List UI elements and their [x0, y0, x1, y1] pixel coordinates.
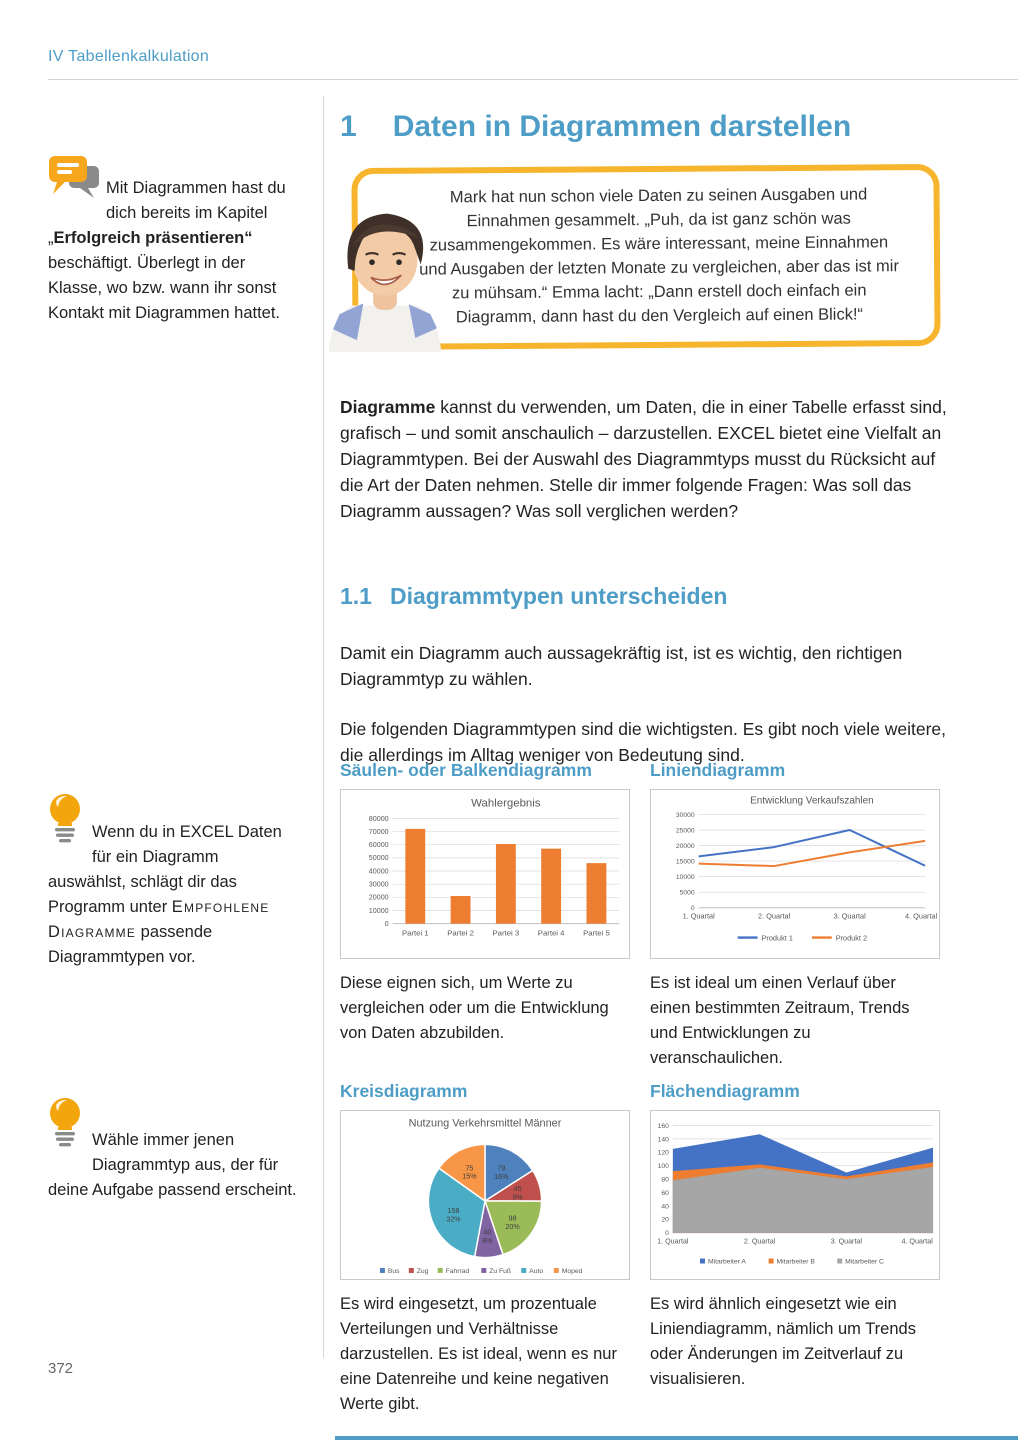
section-text: Diagrammtypen unterscheiden [389, 583, 728, 610]
svg-text:80: 80 [661, 1176, 669, 1184]
svg-text:Partei 3: Partei 3 [492, 928, 520, 938]
chart-heading-pie: Kreisdiagramm [340, 1081, 468, 1101]
svg-text:75: 75 [465, 1164, 474, 1173]
svg-text:Partei 5: Partei 5 [583, 928, 610, 938]
svg-text:40: 40 [661, 1203, 669, 1211]
chart-heading-line: Liniendiagramm [650, 760, 786, 780]
chart-caption-pie: Es wird eingesetzt, um prozentuale Verteilungen und Verhältnisse darzustellen. Es ist ideal, wenn es nur eine Datenreihe und keine negativen Werte gibt. [340, 1295, 617, 1413]
chart-section-pie [340, 1081, 630, 1427]
note-text-post: beschäftigt. Überlegt in der Klasse, wo bzw. wann ihr sonst Kontakt mit Diagrammen hattet. [48, 254, 281, 322]
note-text-post: passende Diagrammtypen vor. [48, 923, 213, 966]
svg-text:60: 60 [661, 1189, 669, 1197]
speech-bubbles-icon [48, 154, 104, 202]
svg-text:158: 158 [447, 1207, 460, 1216]
chart-caption-area: Es wird ähnlich eingesetzt wie ein Liniendiagramm, nämlich um Trends oder Änderungen im Zeitverlauf zu visualisieren. [650, 1295, 916, 1388]
svg-text:20000: 20000 [675, 842, 695, 850]
svg-text:25000: 25000 [675, 827, 695, 835]
svg-text:Partei 1: Partei 1 [401, 928, 429, 938]
svg-text:140: 140 [657, 1136, 669, 1144]
mark-photo [320, 206, 450, 352]
section-heading [340, 583, 727, 610]
chart-caption-bar: Diese eignen sich, um Werte zu vergleichen oder um die Entwicklung von Daten abzubilden. [340, 974, 609, 1042]
note-text-pre: Wenn du in EXCEL Daten für ein Diagramm auswählst, schlägt dir das Programm unter [48, 823, 282, 916]
paragraph-2: Die folgenden Diagrammtypen sind die wichtigsten. Es gibt noch viele weitere, die allerdings im Alltag weniger von Bedeutung sind. [340, 718, 947, 765]
chart-section-area [650, 1081, 940, 1427]
svg-text:45: 45 [513, 1184, 522, 1193]
svg-text:Mitarbeiter B: Mitarbeiter B [776, 1258, 815, 1266]
svg-text:Produkt 2: Produkt 2 [835, 933, 868, 943]
svg-text:Zug: Zug [416, 1267, 429, 1275]
note-text: Wähle immer jenen Diagrammtyp aus, der für deine Aufgabe passend erscheint. [48, 1131, 297, 1199]
svg-text:Partei 2: Partei 2 [447, 928, 474, 938]
page-title-text: Daten in Diagrammen darstellen [392, 110, 852, 144]
sidebar-note-diagramme [48, 176, 298, 326]
svg-text:32%: 32% [446, 1215, 461, 1224]
svg-text:4. Quartal: 4. Quartal [901, 1237, 933, 1246]
bottom-accent-bar [335, 1436, 1018, 1440]
svg-text:10000: 10000 [675, 874, 695, 882]
svg-text:Wahlergebnis: Wahlergebnis [471, 797, 541, 810]
section-number: 1.1 [340, 583, 372, 610]
svg-text:79: 79 [497, 1164, 506, 1173]
page-title-number: 1 [340, 110, 357, 144]
header-rule [48, 79, 1018, 80]
svg-text:Mitarbeiter A: Mitarbeiter A [707, 1258, 746, 1266]
svg-text:30000: 30000 [675, 811, 695, 819]
chapter-header: IV Tabellenkalkulation [48, 48, 210, 65]
svg-text:16%: 16% [494, 1173, 509, 1182]
svg-text:Partei 4: Partei 4 [537, 928, 565, 938]
svg-text:160: 160 [657, 1122, 669, 1130]
bar-chart [340, 789, 630, 959]
svg-text:Fahrrad: Fahrrad [445, 1267, 470, 1275]
area-chart-svg [651, 1111, 939, 1279]
intro-rest: kannst du verwenden, um Daten, die in einer Tabelle erfasst sind, grafisch – und somit anschaulich – darzustellen. EXCEL bietet eine Vielfalt an Diagrammtypen. Bei der Auswahl des Diagrammtyps musst du Rücksicht auf die Art der Daten nehmen. Stelle dir immer folgende Fragen: Was soll das Diagramm aussagen? Was soll verglichen werden? [340, 396, 947, 521]
svg-text:3. Quartal: 3. Quartal [833, 911, 866, 921]
svg-text:2. Quartal: 2. Quartal [758, 911, 791, 921]
svg-text:70000: 70000 [368, 827, 389, 836]
svg-text:30000: 30000 [368, 880, 389, 889]
svg-text:Produkt 1: Produkt 1 [761, 933, 793, 943]
svg-text:40000: 40000 [368, 867, 389, 876]
svg-text:Bus: Bus [387, 1267, 400, 1275]
svg-text:Auto: Auto [529, 1267, 544, 1275]
chart-heading-bar: Säulen- oder Balkendiagramm [340, 760, 592, 780]
svg-text:0: 0 [690, 905, 695, 913]
pie-chart-svg [341, 1111, 629, 1279]
svg-text:Mitarbeiter C: Mitarbeiter C [845, 1258, 884, 1266]
chart-section-bar [340, 760, 630, 1081]
svg-text:98: 98 [508, 1214, 517, 1223]
svg-text:Entwicklung Verkaufszahlen: Entwicklung Verkaufszahlen [750, 795, 874, 807]
svg-text:Zu Fuß: Zu Fuß [489, 1267, 512, 1275]
svg-text:5000: 5000 [679, 889, 695, 897]
svg-text:4. Quartal: 4. Quartal [905, 911, 938, 921]
svg-text:0: 0 [665, 1230, 669, 1238]
svg-text:10000: 10000 [368, 906, 389, 915]
svg-text:Moped: Moped [561, 1267, 583, 1275]
svg-text:60000: 60000 [368, 841, 389, 850]
bar-chart-svg [341, 790, 629, 958]
sidebar-note-empfohlene-diagramme [48, 820, 298, 970]
lightbulb-icon [48, 1096, 88, 1154]
svg-text:9%: 9% [512, 1193, 523, 1202]
svg-text:20: 20 [661, 1216, 669, 1224]
chart-heading-area: Flächendiagramm [650, 1081, 800, 1101]
lightbulb-icon [48, 792, 88, 850]
svg-text:40: 40 [483, 1228, 492, 1237]
line-chart-svg [651, 790, 939, 958]
sidebar-note-diagrammtyp [48, 1128, 298, 1203]
svg-text:3. Quartal: 3. Quartal [830, 1237, 862, 1246]
svg-text:0: 0 [384, 920, 389, 929]
charts-grid [340, 760, 940, 1427]
area-chart [650, 1110, 940, 1280]
svg-text:80000: 80000 [368, 814, 389, 823]
svg-text:1. Quartal: 1. Quartal [682, 911, 715, 921]
note-text-bold: Erfolgreich präsentieren“ [53, 229, 253, 247]
note-text-pre: Mit Diagrammen hast du dich bereits im Kapitel „ [48, 179, 286, 247]
svg-text:1. Quartal: 1. Quartal [657, 1237, 689, 1246]
svg-text:20000: 20000 [368, 893, 389, 902]
intro-bold: Diagramme [340, 396, 436, 417]
pie-chart [340, 1110, 630, 1280]
svg-text:15000: 15000 [675, 858, 695, 866]
chart-section-line [650, 760, 940, 1081]
note-text-smallcaps: Empfohlene Diagramme [48, 898, 270, 941]
svg-text:50000: 50000 [368, 854, 389, 863]
line-chart [650, 789, 940, 959]
chart-caption-line: Es ist ideal um einen Verlauf über einen bestimmten Zeitraum, Trends und Entwicklungen zu veranschaulichen. [650, 974, 910, 1067]
page-title [340, 110, 980, 144]
svg-text:120: 120 [657, 1149, 669, 1157]
svg-text:Nutzung Verkehrsmittel Männer: Nutzung Verkehrsmittel Männer [408, 1117, 562, 1130]
svg-text:15%: 15% [462, 1172, 477, 1181]
svg-text:2. Quartal: 2. Quartal [743, 1237, 776, 1246]
speech-bubble-text: Mark hat nun schon viele Daten zu seinen Ausgaben und Einnahmen gesammelt. „Puh, da ist ganz schön was zusammengekommen. Es wäre interessant, meine Einnahmen und Ausgaben der letzten Monate zu vergleichen, aber das ist mir zu mühsam.“ Emma lacht: „Dann erstell doch einfach ein Diagramm, dann hast du den Vergleich auf einen Blick!“ [419, 185, 899, 327]
intro-paragraph [340, 394, 954, 524]
svg-text:100: 100 [657, 1163, 669, 1171]
page-number: 372 [48, 1360, 74, 1377]
svg-text:8%: 8% [482, 1236, 493, 1245]
svg-text:20%: 20% [505, 1222, 520, 1231]
paragraph-1: Damit ein Diagramm auch aussagekräftig ist, ist es wichtig, den richtigen Diagrammtyp zu wählen. [340, 642, 903, 689]
